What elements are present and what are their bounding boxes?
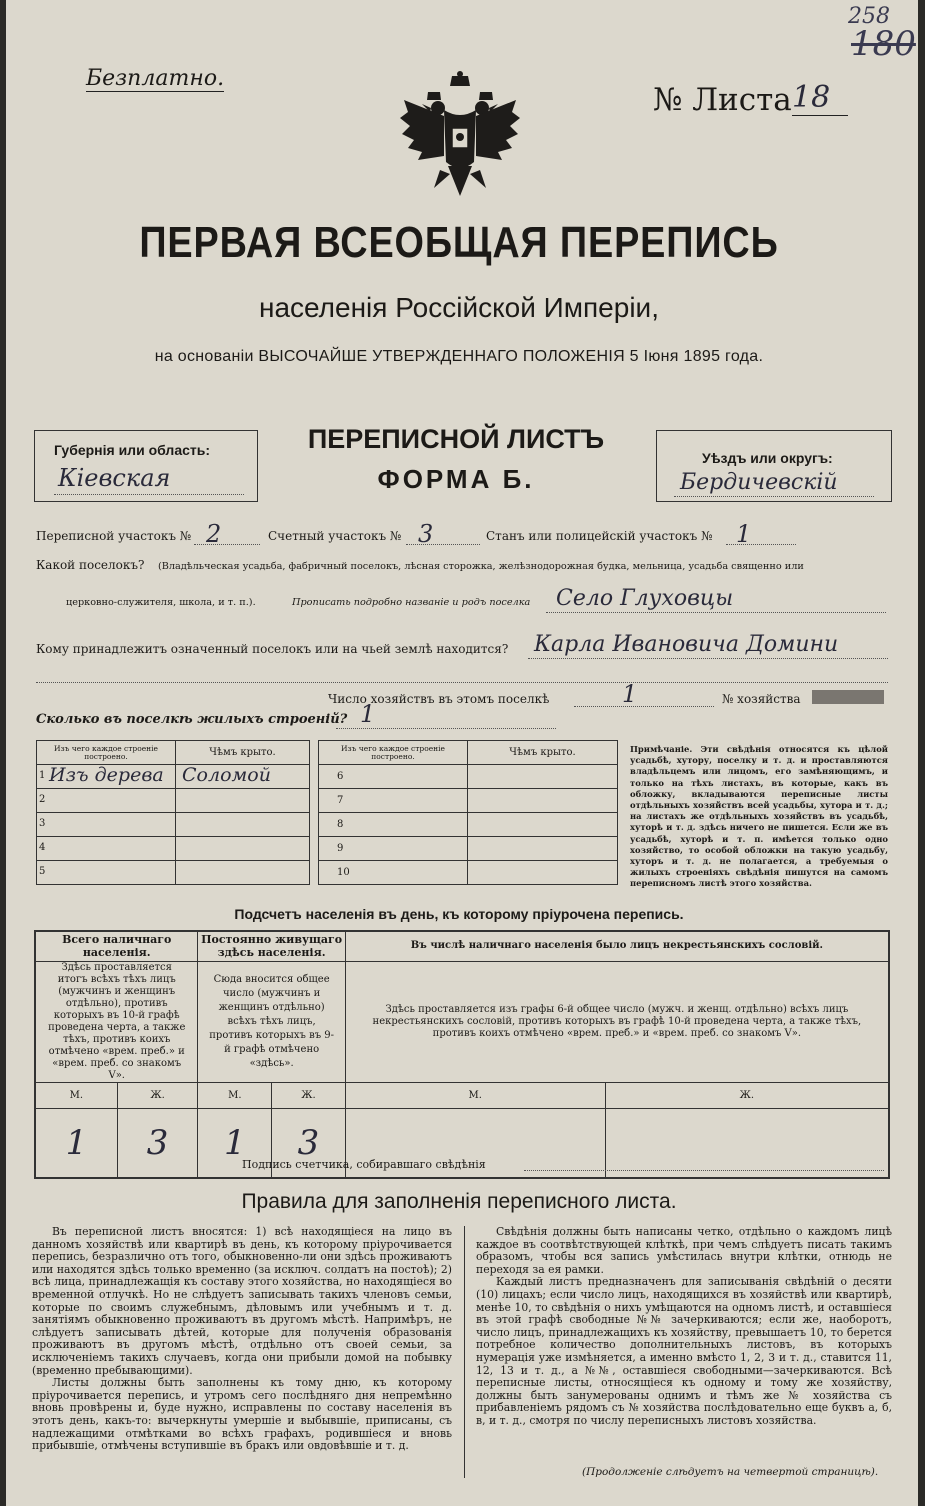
col-material-header: Изъ чего каждое строеніе построено. [37, 741, 176, 765]
households-value: 1 [622, 680, 638, 708]
tally-permanent-f: 3 [272, 1108, 346, 1178]
buildings-table-left: Изъ чего каждое строеніе построено. Чѣмъ крыто. 1 Изъ дерева Соломой 2 3 4 5 [36, 740, 310, 885]
count-area-label: Счетный участокъ № [268, 529, 402, 543]
province-label: Губернія или область: [54, 442, 211, 458]
owner-label: Кому принадлежитъ означенный поселокъ или на чьей землѣ находится? [36, 642, 509, 656]
tally-nonpeasant-f [605, 1108, 889, 1178]
tally-permanent-m: 1 [198, 1108, 272, 1178]
settlement-value: Село Глуховцы [556, 586, 734, 611]
col-roof-header: Чѣмъ крыто. [176, 741, 310, 765]
tally-title: Подсчетъ населенія въ день, къ которому пріурочена перепись. [234, 906, 684, 922]
district-label: Уѣздъ или округъ: [702, 450, 833, 466]
rules-left-p2: Листы должны быть заполнены къ тому дню, къ которому пріурочивается перепись, и утромъ сего послѣдняго дня непремѣнно вновь провѣрены и, буде нужно, исправлены по составу населенія въ этотъ день, какъ-то: вычеркнуты умершіе и выбывшіе, приписаны, съ надлежащими отмѣтками во всѣхъ графахъ, родившіеся и вновь прибывшіе, отмѣчены вступившіе въ бракъ или овдовѣвшіе и т. д. [32, 1376, 452, 1453]
imperial-eagle-emblem [394, 70, 526, 202]
sheet-number-value: 18 [792, 80, 848, 116]
tally-total-f: 3 [117, 1108, 198, 1178]
rules-right-p2: Каждый листъ предназначенъ для записыванія свѣдѣній о десяти (10) лицахъ; если число лицъ, находящихся въ хозяйствѣ или квартирѣ, менѣе 10, то свѣдѣнія о нихъ умѣщаются на одномъ листѣ, и оставшіеся въ этой графѣ свободные №№ зачеркиваются; если же, наоборотъ, число лицъ, принадлежащихъ къ хозяйству, превышаетъ 10, то берется потребное количество дополнительныхъ листовъ, въ которыхъ нумерація уже измѣняется, а именно вмѣсто 1, 2, 3 и т. д., ставится 11, 12, 13 и т. д., а №№, оставшіеся свободными—зачеркиваются. Всѣ переписные листы, относящіеся къ одному и тому же хозяйству, должны быть занумерованы однимъ и тѣмъ же № хозяйства съ прибавленіемъ рядомъ съ № хозяйства послѣдовательно еще буквъ а, б, в, и т. д., смотря по числу переписныхъ листовъ хозяйства. [476, 1275, 892, 1427]
building-1-roof: Соломой [182, 764, 271, 786]
archive-number-second: 180 [851, 24, 916, 64]
tally-total-m: 1 [35, 1108, 117, 1178]
police-value: 1 [736, 520, 752, 548]
census-title: ПЕРВАЯ ВСЕОБЩАЯ ПЕРЕПИСЬ [139, 218, 779, 267]
rules-divider [464, 1226, 465, 1478]
census-form-page [6, 0, 918, 1506]
settlement-hint-3: Прописать подробно названіе и родъ поселка [292, 597, 531, 608]
buildings-table-right: Изъ чего каждое строеніе построено. Чѣмъ крыто. 6 7 8 9 10 [318, 740, 618, 885]
rules-title: Правила для заполненія переписного листа. [241, 1190, 677, 1213]
note-block [630, 744, 888, 890]
signature-label: Подпись счетчика, собиравшаго свѣдѣнія [242, 1158, 486, 1171]
building-1-material: Изъ дерева [49, 764, 164, 786]
sheet-title: ПЕРЕПИСНОЙ ЛИСТЪ [307, 424, 605, 454]
settlement-label: Какой поселокъ? [36, 558, 145, 572]
province-value: Кіевская [58, 464, 171, 492]
rules-right-p1: Свѣдѣнія должны быть написаны четко, отдѣльно о каждомъ лицѣ каждое въ соотвѣтствующей клѣткѣ, при чемъ слѣдуетъ писать такимъ образомъ, чтобы вся запись умѣстилась внутри клѣтки, отнюдь не переходя за ея рамки. [476, 1226, 892, 1276]
rules-continued: (Продолженіе слѣдуетъ на четвертой страницѣ). [582, 1466, 879, 1478]
tally-total-header: Всего наличнаго населенія. [35, 931, 198, 961]
note-text: Эти свѣдѣнія относятся къ цѣлой усадьбѣ, хутору, поселку и т. д. и проставляются владѣльцемъ или лицомъ, его замѣняющимъ, и только на тѣхъ листахъ, въ которые, какъ въ обложку, вкладываются переписные листы отдѣльныхъ хозяйствъ всей усадьбы, хутора и т. д.; на листахъ же отдѣльныхъ хозяйствъ въ усадьбѣ, хуторѣ и т. д. здѣсь ничего не пишется. Если же въ усадьбѣ, хуторѣ и т. п. имѣется только одно хозяйство, то особой обложки на такую усадьбу, хуторъ и т. д. не полагается, а требуемыя о жилыхъ строеніяхъ свѣдѣнія пишутся на самомъ переписномъ листѣ этого хозяйства. [630, 744, 888, 889]
census-area-value: 2 [206, 520, 222, 548]
tally-permanent-header: Постоянно живущаго здѣсь населенія. [198, 931, 345, 961]
household-no-redacted [812, 690, 884, 704]
police-label: Станъ или полицейскій участокъ № [486, 529, 713, 543]
tally-permanent-desc: Сюда вносится общее число (мужчинъ и женщинъ отдѣльно) всѣхъ тѣхъ лицъ, противъ которыхъ въ 9-й графѣ отмѣчено «здѣсь». [198, 961, 345, 1082]
note-label: Примѣчаніе. [630, 744, 693, 754]
free-label: Безплатно. [86, 66, 225, 91]
tally-nonpeasant-desc: Здѣсь проставляется изъ графы 6-й общее число (мужч. и женщ. отдѣльно) всѣхъ лицъ некрестьянскихъ сословій, противъ которыхъ въ графѣ 10-й проведена черта, а также тѣхъ, противъ коихъ отмѣчено «врем. преб.» и «врем. преб. со знакомъ V». [345, 961, 889, 1082]
form-name: ФОРМА Б. [377, 464, 535, 494]
census-basis: на основаніи ВЫСОЧАЙШЕ УТВЕРЖДЕННАГО ПОЛОЖЕНІЯ 5 Іюня 1895 года. [154, 348, 764, 365]
archive-number-top: 258 [848, 4, 890, 29]
buildings-value: 1 [360, 700, 376, 728]
household-no-label: № хозяйства [722, 692, 801, 706]
households-label: Число хозяйствъ въ этомъ поселкѣ [328, 692, 550, 706]
rules-left-column [32, 1226, 452, 1482]
owner-value: Карла Ивановича Домини [534, 632, 839, 657]
rules-left-p1: Въ переписной листъ вносятся: 1) всѣ находящіеся на лицо въ данномъ хозяйствѣ или квартирѣ въ день, къ которому пріурочивается перепись, безразлично отъ того, обыкновенно-ли они здѣсь проживаютъ или находятся здѣсь только временно (за исключ. солдатъ на постоѣ); 2) всѣ лица, принадлежащія къ составу этого хозяйства, но находящіеся во временной отлучкѣ. Но не слѣдуетъ записывать такихъ членовъ семьи, которые по своимъ служебнымъ, дѣловымъ или учебнымъ и т. д. занятіямъ обыкновенно проживаютъ въ другомъ мѣстѣ. Напримѣръ, не слѣдуетъ записывать дѣтей, которые для полученія образованія проживаютъ въ другомъ мѣстѣ, отдѣльно отъ своей семьи, за исключеніемъ такихъ случаевъ, когда они прибыли домой на побывку (временно пребывающими). [32, 1226, 452, 1377]
census-subtitle: населенія Россійской Имперіи, [259, 292, 659, 323]
count-area-value: 3 [418, 520, 434, 548]
tally-nonpeasant-header: Въ числѣ наличнаго населенія было лицъ некрестьянскихъ сословій. [345, 931, 889, 961]
district-value: Бердичевскій [680, 470, 838, 495]
sheet-number-label: № Листа [653, 82, 792, 118]
rules-right-column [476, 1226, 892, 1464]
census-area-label: Переписной участокъ № [36, 529, 192, 543]
tally-total-desc: Здѣсь проставляется итогъ всѣхъ тѣхъ лицъ (мужчинъ и женщинъ отдѣльно), противъ которыхъ въ 10-й графѣ проведена черта, а также тѣхъ, противъ коихъ отмѣчено «врем. преб.» и «врем. преб. со знакомъ V». [35, 961, 198, 1082]
settlement-hint-2: церковно-служителя, школа, и т. п.). [66, 597, 256, 608]
tally-table: Всего наличнаго населенія. Постоянно живущаго здѣсь населенія. Въ числѣ наличнаго населенія было лицъ некрестьянскихъ сословій. Здѣсь проставляется итогъ всѣхъ тѣхъ лицъ (мужчинъ и женщинъ отдѣльно), противъ которыхъ въ 10-й графѣ проведена черта, а также тѣхъ, противъ коихъ отмѣчено «врем. преб.» и «врем. преб. со знакомъ V». Сюда вносится общее число (мужчинъ и женщинъ отдѣльно) всѣхъ тѣхъ лицъ, противъ которыхъ въ 9-й графѣ отмѣчено «здѣсь». Здѣсь проставляется изъ графы 6-й общее число (мужч. и женщ. отдѣльно) всѣхъ лицъ некрестьянскихъ сословій, противъ которыхъ въ графѣ 10-й проведена черта, а также тѣхъ, противъ коихъ отмѣчено «врем. преб.» и «врем. преб. со знакомъ V». М. Ж. М. Ж. М. Ж. 1 3 1 3 [34, 930, 890, 1179]
buildings-label: Сколько въ поселкѣ жилыхъ строеній? [36, 712, 348, 727]
settlement-hint-1: (Владѣльческая усадьба, фабричный поселокъ, лѣсная сторожка, желѣзнодорожная будка, мельница, усадьба священно или [158, 561, 804, 572]
